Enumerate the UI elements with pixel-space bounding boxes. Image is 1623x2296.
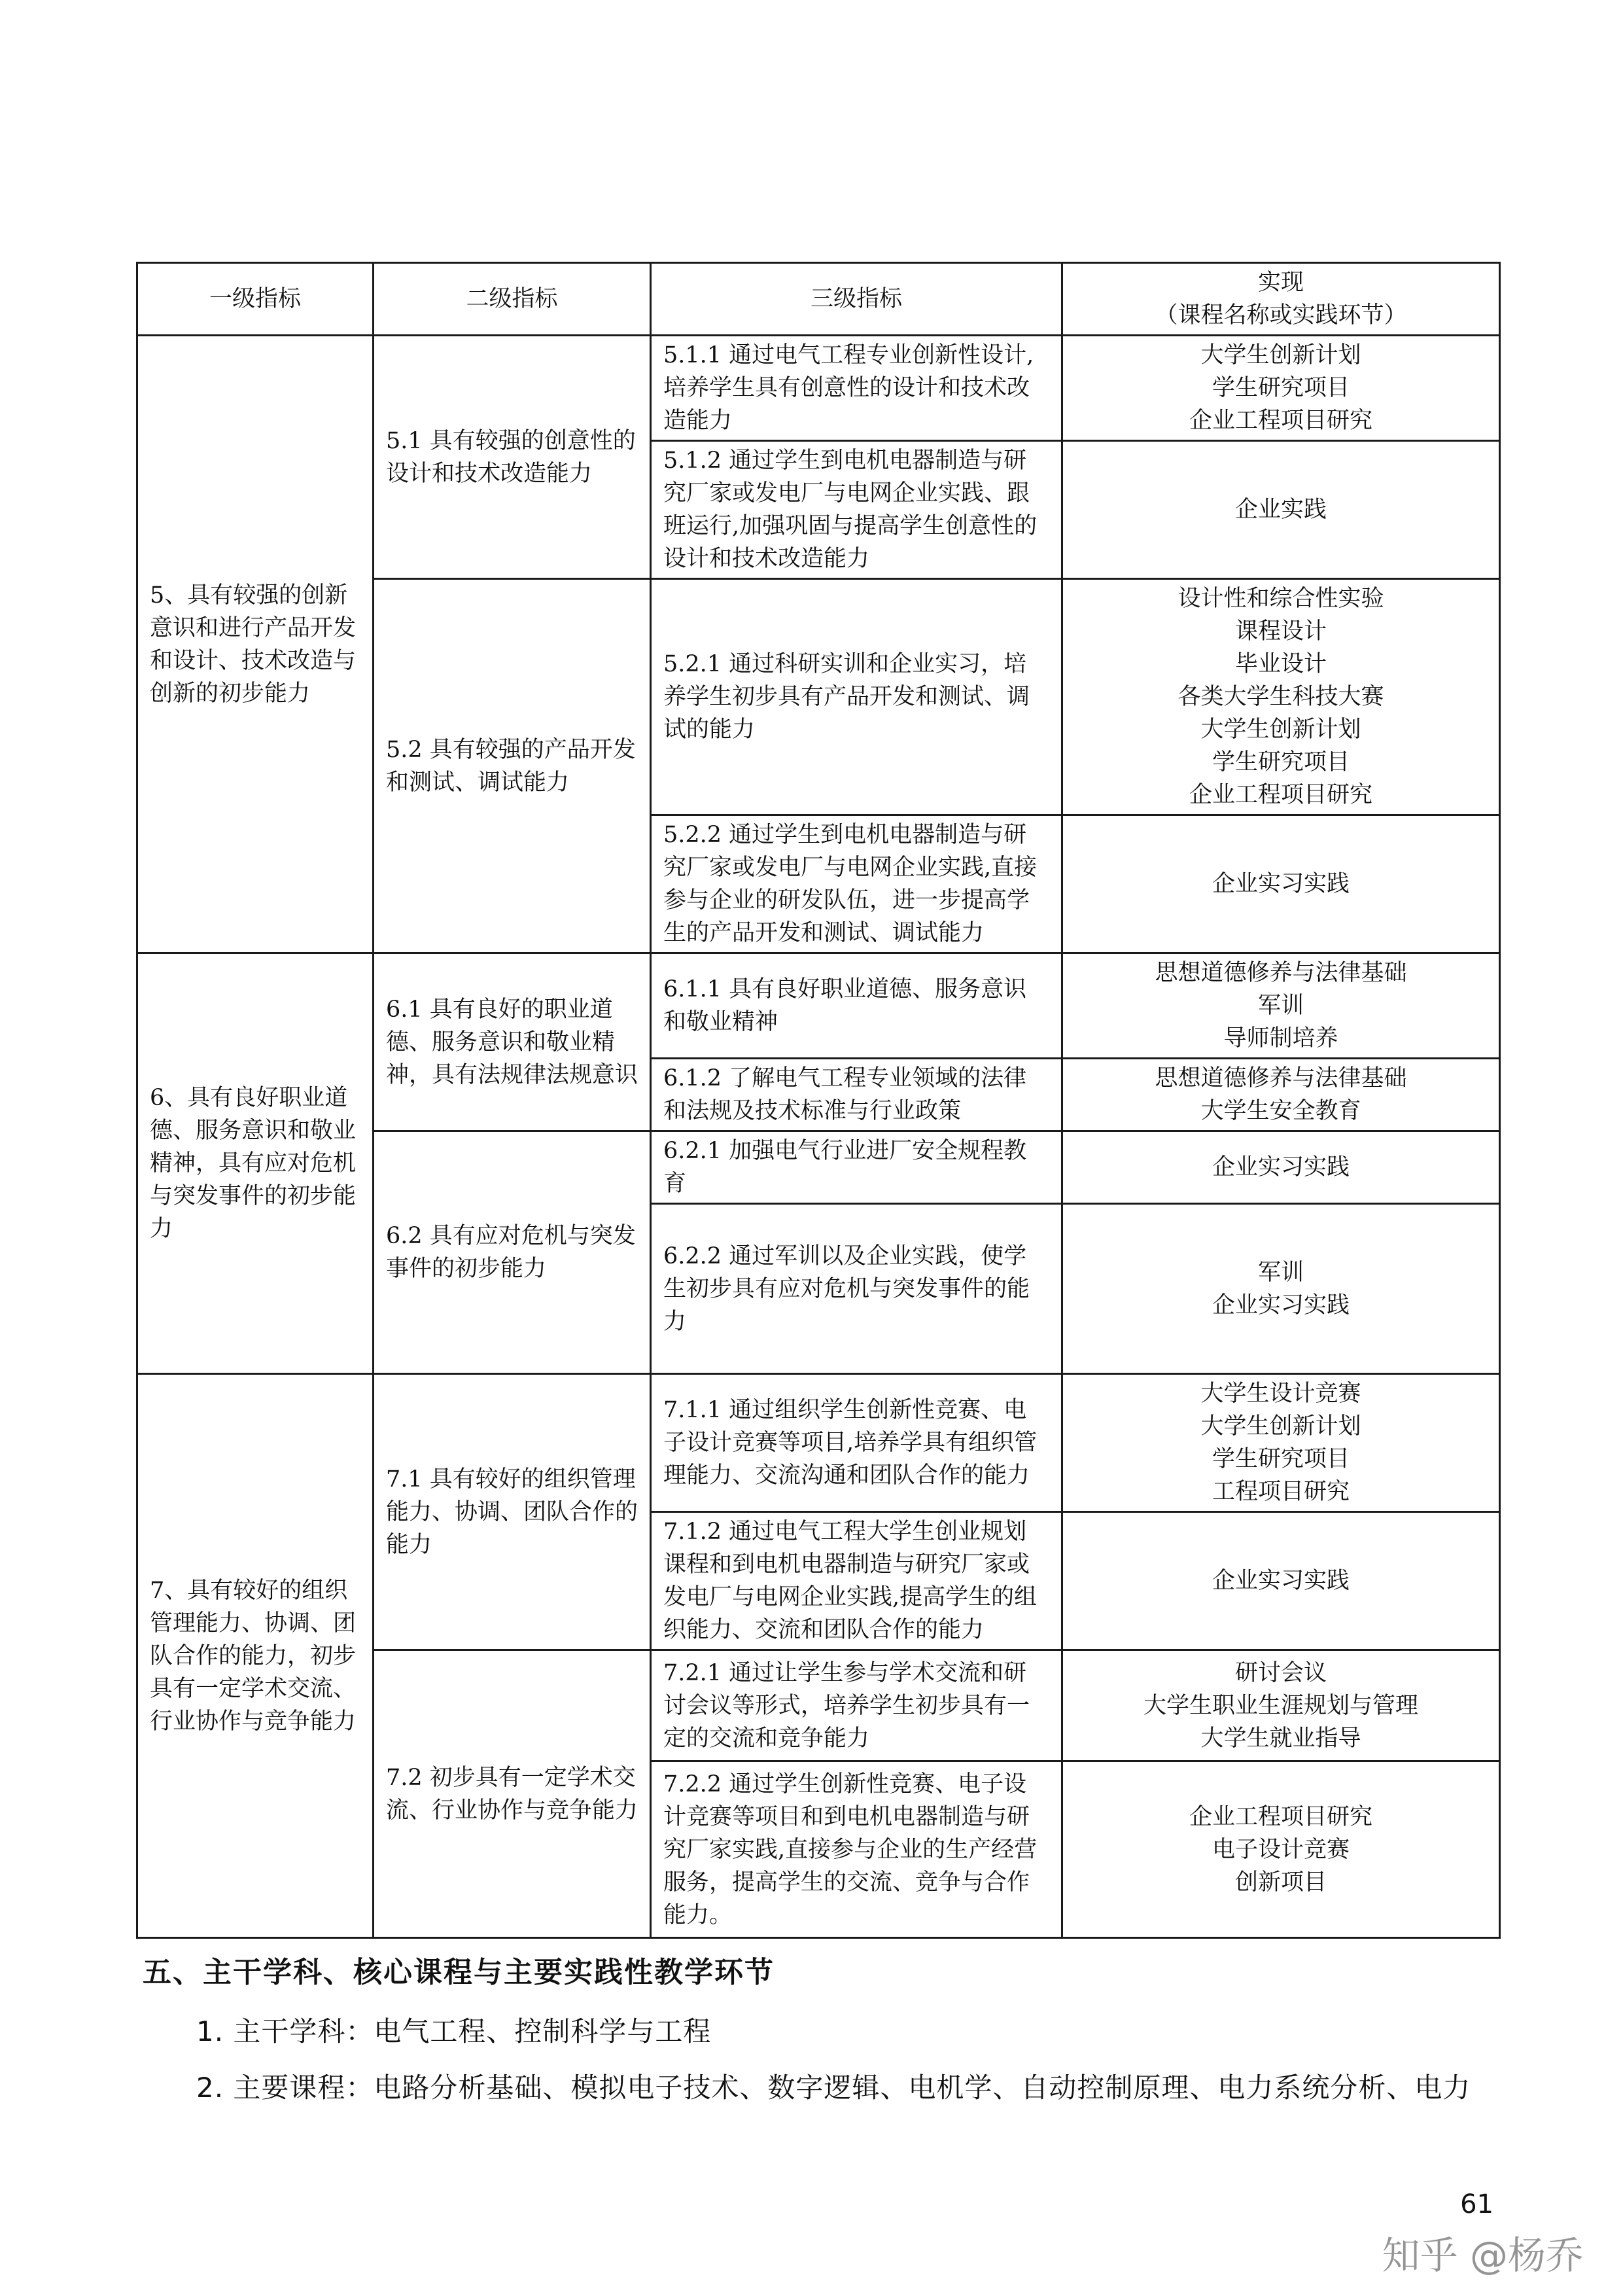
implementation-item: 大学生创新计划 xyxy=(1200,716,1361,743)
implementation-item: 大学生设计竞赛 xyxy=(1200,1381,1361,1407)
implementation-item: 创新项目 xyxy=(1234,1869,1327,1896)
level3-indicator: 6.2.2 通过军训以及企业实践，使学生初步具有应对危机与突发事件的能力 xyxy=(651,1204,1062,1374)
table-header-row xyxy=(137,263,1500,336)
implementation-item: 大学生创新计划 xyxy=(1200,342,1361,368)
header-level1: 一级指标 xyxy=(137,263,374,336)
implementation-item: 学生研究项目 xyxy=(1212,1446,1350,1472)
implementation-item: 工程项目研究 xyxy=(1212,1479,1350,1505)
implementation-item: 思想道德修养与法律基础 xyxy=(1155,960,1407,986)
implementation-item: 大学生职业生涯规划与管理 xyxy=(1143,1692,1418,1719)
implementation-cell xyxy=(1062,1374,1500,1512)
header-level3: 三级指标 xyxy=(651,263,1062,336)
indicator-table xyxy=(136,262,1501,1939)
level2-indicator: 5.1 具有较强的创意性的设计和技术改造能力 xyxy=(374,336,651,579)
implementation-cell xyxy=(1062,579,1500,815)
table-row xyxy=(137,1374,1500,1512)
header-implementation xyxy=(1062,263,1500,336)
implementation-cell xyxy=(1062,1131,1500,1204)
implementation-cell xyxy=(1062,1204,1500,1374)
implementation-item: 企业工程项目研究 xyxy=(1189,408,1372,434)
implementation-item: 学生研究项目 xyxy=(1212,375,1350,401)
implementation-item: 企业实习实践 xyxy=(1212,871,1350,897)
header-impl-line1: 实现 xyxy=(1257,270,1304,296)
level3-indicator: 6.1.1 具有良好职业道德、服务意识和敬业精神 xyxy=(651,953,1062,1059)
implementation-item: 电子设计竞赛 xyxy=(1212,1836,1350,1863)
implementation-item: 毕业设计 xyxy=(1234,651,1327,677)
implementation-item: 企业工程项目研究 xyxy=(1189,782,1372,808)
level3-indicator: 7.1.2 通过电气工程大学生创业规划课程和到电机电器制造与研究厂家或发电厂与电网企业实践,提高学生的组织能力、交流和团队合作的能力 xyxy=(651,1512,1062,1650)
implementation-item: 军训 xyxy=(1257,1259,1304,1286)
implementation-cell xyxy=(1062,1512,1500,1650)
implementation-item: 企业实习实践 xyxy=(1212,1292,1350,1318)
implementation-item: 设计性和综合性实验 xyxy=(1178,586,1384,612)
implementation-item: 大学生就业指导 xyxy=(1200,1725,1361,1752)
header-impl-line2: （课程名称或实践环节） xyxy=(1155,302,1407,328)
implementation-cell xyxy=(1062,1059,1500,1131)
implementation-item: 企业工程项目研究 xyxy=(1189,1803,1372,1830)
level3-indicator: 5.1.2 通过学生到电机电器制造与研究厂家或发电厂与电网企业实践、跟班运行,加强巩固与提高学生创意性的设计和技术改造能力 xyxy=(651,441,1062,579)
level3-indicator: 7.2.2 通过学生创新性竞赛、电子设计竞赛等项目和到电机电器制造与研究厂家实践,直接参与企业的生产经营服务，提高学生的交流、竞争与合作能力。 xyxy=(651,1761,1062,1938)
level3-indicator: 6.1.2 了解电气工程专业领域的法律和法规及技术标准与行业政策 xyxy=(651,1059,1062,1131)
implementation-item: 各类大学生科技大赛 xyxy=(1178,684,1384,710)
implementation-cell xyxy=(1062,1761,1500,1938)
level2-indicator: 7.1 具有较好的组织管理能力、协调、团队合作的能力 xyxy=(374,1374,651,1650)
level1-indicator: 7、具有较好的组织管理能力、协调、团队合作的能力，初步具有一定学术交流、行业协作与竞争能力 xyxy=(137,1374,374,1938)
level3-indicator: 7.1.1 通过组织学生创新性竞赛、电子设计竞赛等项目,培养学具有组织管理能力、交流沟通和团队合作的能力 xyxy=(651,1374,1062,1512)
level1-indicator: 6、具有良好职业道德、服务意识和敬业精神，具有应对危机与突发事件的初步能力 xyxy=(137,953,374,1374)
section-title: 五、主干学科、核心课程与主要实践性教学环节 xyxy=(143,1956,775,1989)
implementation-item: 企业实习实践 xyxy=(1212,1154,1350,1180)
main-disciplines: 1. 主干学科：电气工程、控制科学与工程 xyxy=(196,2015,712,2047)
level2-indicator: 5.2 具有较强的产品开发和测试、调试能力 xyxy=(374,579,651,953)
implementation-item: 企业实习实践 xyxy=(1212,1568,1350,1594)
implementation-item: 大学生创新计划 xyxy=(1200,1413,1361,1439)
level1-indicator: 5、具有较强的创新意识和进行产品开发和设计、技术改造与创新的初步能力 xyxy=(137,336,374,953)
implementation-item: 大学生安全教育 xyxy=(1200,1098,1361,1124)
implementation-item: 军训 xyxy=(1257,993,1304,1019)
level3-indicator: 7.2.1 通过让学生参与学术交流和研讨会议等形式，培养学生初步具有一定的交流和竞争能力 xyxy=(651,1650,1062,1761)
header-level2: 二级指标 xyxy=(374,263,651,336)
table-row xyxy=(137,953,1500,1059)
level2-indicator: 7.2 初步具有一定学术交流、行业协作与竞争能力 xyxy=(374,1650,651,1938)
level3-indicator: 5.2.1 通过科研实训和企业实习，培养学生初步具有产品开发和测试、调试的能力 xyxy=(651,579,1062,815)
implementation-cell xyxy=(1062,815,1500,953)
level2-indicator: 6.2 具有应对危机与突发事件的初步能力 xyxy=(374,1131,651,1374)
level3-indicator: 5.2.2 通过学生到电机电器制造与研究厂家或发电厂与电网企业实践,直接参与企业的研发队伍，进一步提高学生的产品开发和测试、调试能力 xyxy=(651,815,1062,953)
implementation-item: 思想道德修养与法律基础 xyxy=(1155,1065,1407,1091)
table-row xyxy=(137,336,1500,441)
implementation-item: 导师制培养 xyxy=(1223,1025,1338,1051)
implementation-cell xyxy=(1062,441,1500,579)
implementation-cell xyxy=(1062,1650,1500,1761)
main-courses: 2. 主要课程：电路分析基础、模拟电子技术、数字逻辑、电机学、自动控制原理、电力系统分析、电力 xyxy=(196,2072,1471,2104)
level3-indicator: 5.1.1 通过电气工程专业创新性设计,培养学生具有创意性的设计和技术改造能力 xyxy=(651,336,1062,441)
table-body xyxy=(137,336,1500,1938)
implementation-item: 课程设计 xyxy=(1234,618,1327,645)
page-number: 61 xyxy=(1460,2189,1493,2219)
implementation-item: 研讨会议 xyxy=(1234,1659,1327,1686)
implementation-cell xyxy=(1062,336,1500,441)
level3-indicator: 6.2.1 加强电气行业进厂安全规程教育 xyxy=(651,1131,1062,1204)
level2-indicator: 6.1 具有良好的职业道德、服务意识和敬业精神，具有法规律法规意识 xyxy=(374,953,651,1131)
watermark: 知乎 @杨乔 xyxy=(1382,2233,1584,2278)
implementation-item: 企业实践 xyxy=(1234,497,1327,523)
implementation-item: 学生研究项目 xyxy=(1212,749,1350,775)
implementation-cell xyxy=(1062,953,1500,1059)
